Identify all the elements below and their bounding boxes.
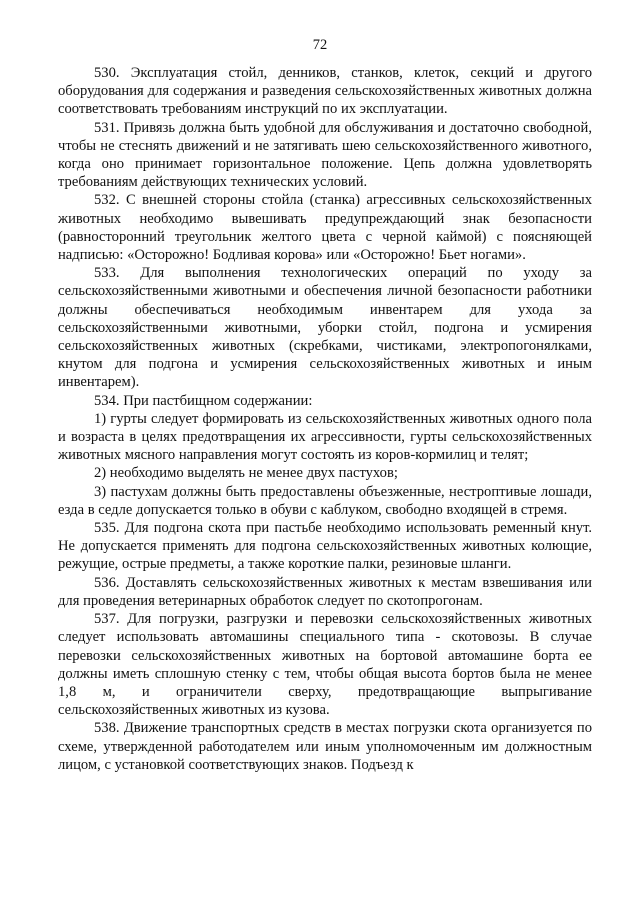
page-number: 72 <box>312 37 328 53</box>
paragraph-536: 536. Доставлять сельскохозяйственных животных к местам взвешивания или для проведения ветеринарных обработок следует по скотопрогонам. <box>58 574 592 609</box>
document-body <box>58 64 592 774</box>
paragraph-537: 537. Для погрузки, разгрузки и перевозки сельскохозяйственных животных следует использовать автомашины специального типа - скотовозы. В случае перевозки сельскохозяйственных животных на бортовой автомашине борта ее должны иметь сплошную стенку с тем, чтобы общая высота бортов была не менее 1,8 м, и ограничители сверху, предотвращающие выпрыгивание сельскохозяйственных животных из кузова. <box>58 611 592 719</box>
paragraph-534-item-2: 2) необходимо выделять не менее двух пастухов; <box>94 465 398 482</box>
paragraph-533: 533. Для выполнения технологических операций по уходу за сельскохозяйственными животными и обеспечения личной безопасности работники должны обеспечиваться необходимым инвентарем для ухода за сельскохозяйственными животными, уборки стойл, подгона и усмирения сельскохозяйственных животных (скребками, чистиками, электропогонялками, кнутом для подгона и усмирения сельскохозяйственных животных и иным инвентарем). <box>58 265 592 391</box>
paragraph-531: 531. Привязь должна быть удобной для обслуживания и достаточно свободной, чтобы не стеснять движений и не затягивать шею сельскохозяйственного животного, когда оно принимает горизонтальное положение. Цепь должна удовлетворять требованиям действующих технических условий. <box>58 119 592 191</box>
paragraph-534: 534. При пастбищном содержании: <box>94 392 313 409</box>
paragraph-530: 530. Эксплуатация стойл, денников, станков, клеток, секций и другого оборудования для содержания и разведения сельскохозяйственных животных должна соответствовать требованиям инструкций по их эксплуатации. <box>58 65 592 118</box>
paragraph-534-item-1: 1) гурты следует формировать из сельскохозяйственных животных одного пола и возраста в целях предотвращения их агрессивности, гурты сельскохозяйственных животных мясного направления могут состоять из коров-кормилиц и телят; <box>58 410 592 464</box>
paragraph-535: 535. Для подгона скота при пастьбе необходимо использовать ременный кнут. Не допускается применять для подгона сельскохозяйственных животных колющие, режущие, острые предметы, а также короткие палки, резиновые шланги. <box>58 520 592 573</box>
paragraph-538: 538. Движение транспортных средств в местах погрузки скота организуется по схеме, утвержденной работодателем или иным уполномоченным им должностным лицом, с установкой соответствующих знаков. Подъезд к <box>58 720 592 773</box>
paragraph-532: 532. С внешней стороны стойла (станка) агрессивных сельскохозяйственных животных необходимо вывешивать предупреждающий знак безопасности (равносторонний треугольник желтого цвета с черной каймой) с поясняющей надписью: «Осторожно! Бодливая корова» или «Осторожно! Бьет ногами». <box>58 192 592 264</box>
paragraph-534-item-3: 3) пастухам должны быть предоставлены объезженные, нестроптивые лошади, езда в седле допускается только в обуви с каблуком, свободно входящей в стремя. <box>58 483 592 518</box>
